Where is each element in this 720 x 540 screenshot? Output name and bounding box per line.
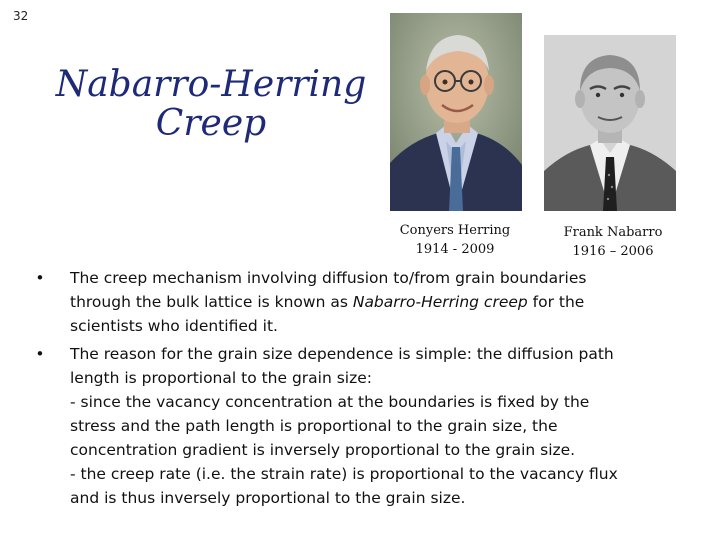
portrait-herring-image <box>390 13 522 211</box>
bullet-marker: • <box>35 269 45 287</box>
caption-herring <box>382 221 528 259</box>
caption-nabarro-years: 1916 – 2006 <box>572 244 654 259</box>
slide-number: 32 <box>13 9 29 23</box>
bullet-list <box>30 266 670 514</box>
bullet-2-line-4: stress and the path length is proportional to the grain size, the <box>70 417 558 435</box>
portrait-photo-herring <box>390 13 522 211</box>
bullet-item <box>30 266 670 338</box>
bullet-2-line-2: length is proportional to the grain size: <box>70 369 373 387</box>
title-line-1: Nabarro-Herring <box>55 64 367 105</box>
bullet-marker: • <box>35 345 45 363</box>
caption-nabarro-name: Frank Nabarro <box>563 225 663 240</box>
bullet-2-line-3: - since the vacancy concentration at the boundaries is fixed by the <box>70 393 590 411</box>
slide-title <box>46 66 376 143</box>
portrait-nabarro-image <box>544 35 676 211</box>
bullet-1-line-1: The creep mechanism involving diffusion to/from grain boundaries <box>70 269 587 287</box>
bullet-2-line-5: concentration gradient is inversely proportional to the grain size. <box>70 441 576 459</box>
caption-herring-name: Conyers Herring <box>399 223 511 238</box>
bullet-2-line-1: The reason for the grain size dependence is simple: the diffusion path <box>70 345 614 363</box>
bullet-1-line-2 <box>70 290 670 314</box>
title-line-2: Creep <box>155 102 267 144</box>
bullet-1-line-3: scientists who identified it. <box>70 317 278 335</box>
bullet-2-line-7: and is thus inversely proportional to the grain size. <box>70 489 466 507</box>
bullet-2-line-6: - the creep rate (i.e. the strain rate) is proportional to the vacancy flux <box>70 465 618 483</box>
bullet-1-line-2-text: through the bulk lattice is known as <box>70 293 353 311</box>
bullet-item <box>30 342 670 510</box>
nabarro-herring-creep-term: Nabarro-Herring creep <box>352 293 528 311</box>
portrait-photo-nabarro <box>544 35 676 211</box>
bullet-1-line-2-tail: for the <box>527 293 585 311</box>
caption-nabarro <box>540 223 686 261</box>
caption-herring-years: 1914 - 2009 <box>415 242 495 257</box>
